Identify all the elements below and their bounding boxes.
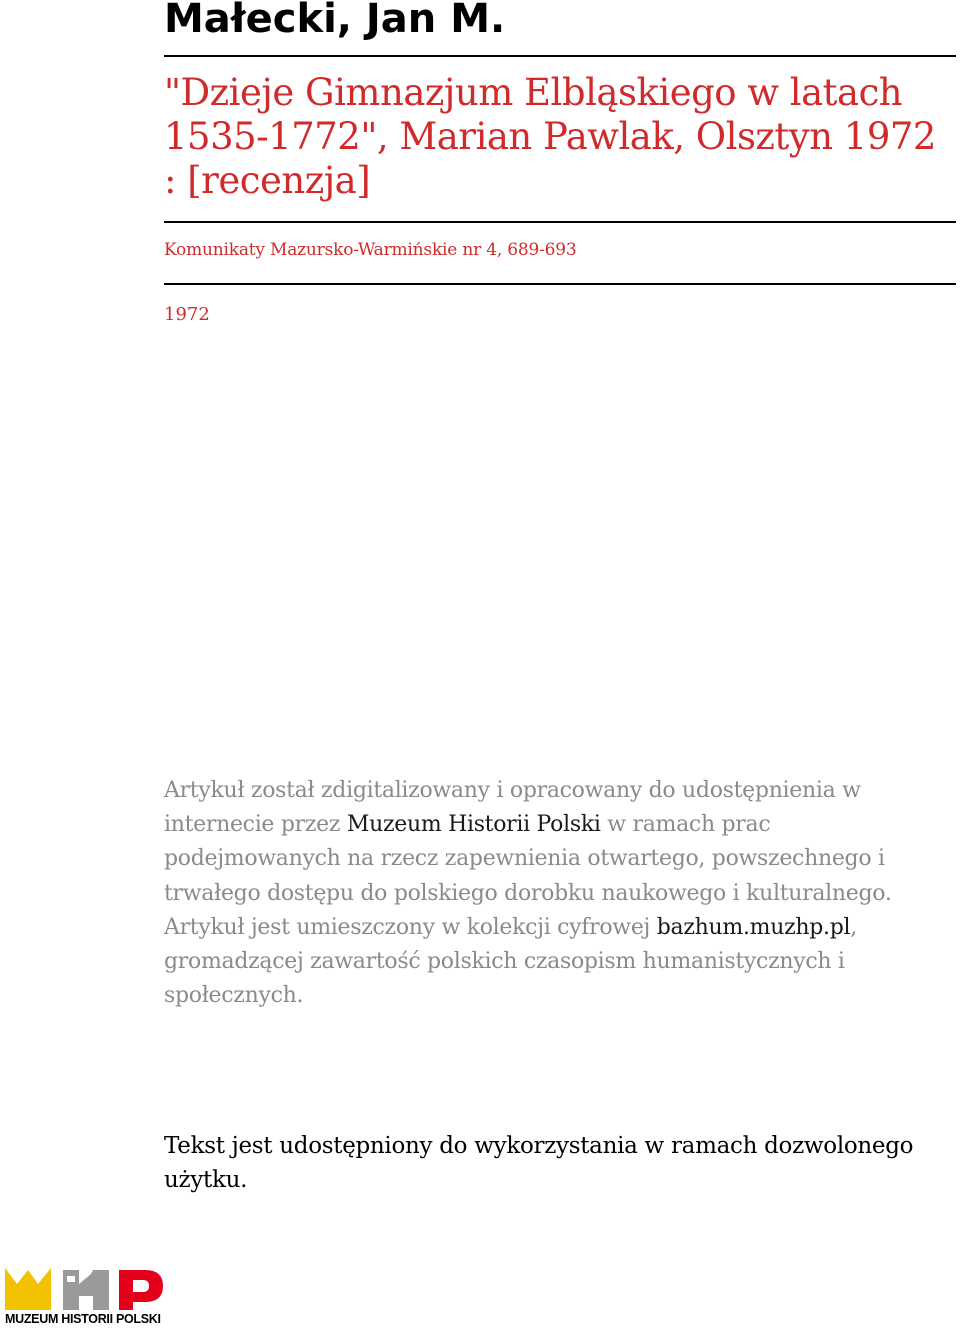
museum-name: Muzeum Historii Polski (346, 812, 601, 838)
notice-text-2: w ramach prac podejmowanych na rzecz zapewnienia otwartego, powszechnego i trwałego dostępu do polskiego dorobku naukowego i kulturalnego. Artykuł jest umieszczony w kolekcji cyfrowej (164, 812, 892, 940)
article-title: "Dzieje Gimnazjum Elbląskiego w latach 1535-1772", Marian Pawlak, Olsztyn 1972 : [recenzja] (164, 71, 936, 202)
license-notice: Tekst jest udostępniony do wykorzystania w ramach dozwolonego użytku. (164, 1133, 914, 1193)
logo-red-shape (119, 1270, 163, 1310)
logo-caption: MUZEUM HISTORII POLSKI (5, 1312, 161, 1326)
publication-year: 1972 (164, 304, 210, 325)
journal-citation: Komunikaty Mazursko-Warmińskie nr 4, 689-693 (164, 240, 577, 260)
museum-logo (5, 1266, 165, 1331)
museum-logo-icon (5, 1266, 165, 1312)
author-name: Małecki, Jan M. (164, 0, 506, 42)
divider-middle (164, 221, 956, 223)
site-link[interactable]: bazhum.muzhp.pl (656, 914, 851, 940)
notice-text-3: , gromadzącej zawartość polskich czasopism humanistycznych i społecznych. (164, 914, 857, 1009)
logo-yellow-shape (5, 1268, 51, 1310)
logo-gray-shape (63, 1270, 109, 1310)
notice-text-1: Artykuł został zdigitalizowany i opracowany do udostępnienia w internecie przez (164, 778, 861, 838)
divider-top (164, 55, 956, 57)
digitization-notice (164, 774, 934, 1013)
divider-bottom (164, 283, 956, 285)
